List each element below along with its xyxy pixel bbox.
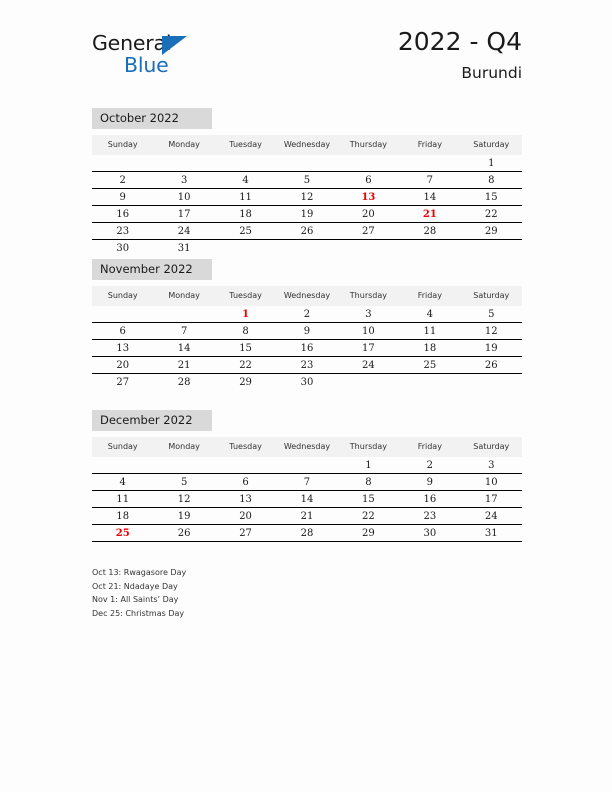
calendar-week-row xyxy=(92,525,522,542)
calendar-week-row xyxy=(92,155,522,172)
calendar-cell-empty xyxy=(215,457,276,474)
calendar-day-22: 22 xyxy=(215,357,276,374)
holiday-legend-item: Oct 13: Rwagasore Day xyxy=(92,568,187,577)
calendar-week-row xyxy=(92,189,522,206)
calendar-day-12: 12 xyxy=(153,491,214,508)
calendar-day-7: 7 xyxy=(399,172,460,189)
calendar-week-row xyxy=(92,457,522,474)
calendar-day-24: 24 xyxy=(153,223,214,240)
page-title: 2022 - Q4 xyxy=(397,27,522,56)
weekday-header-monday: Monday xyxy=(153,286,214,306)
calendar-week-row xyxy=(92,223,522,240)
calendar-day-23: 23 xyxy=(92,223,153,240)
calendar-week-row xyxy=(92,323,522,340)
calendar-day-31: 31 xyxy=(461,525,522,542)
calendar-day-21-holiday: 21 xyxy=(399,206,460,223)
calendar-day-26: 26 xyxy=(153,525,214,542)
calendar-day-29: 29 xyxy=(215,374,276,391)
calendar-day-23: 23 xyxy=(399,508,460,525)
calendar-day-9: 9 xyxy=(399,474,460,491)
calendar-day-12: 12 xyxy=(276,189,337,206)
weekday-header-saturday: Saturday xyxy=(461,135,522,155)
calendar-day-14: 14 xyxy=(153,340,214,357)
calendar-cell-empty xyxy=(399,374,460,391)
calendar-cell-empty xyxy=(153,457,214,474)
calendar-day-24: 24 xyxy=(338,357,399,374)
general-blue-logo xyxy=(92,33,272,83)
month-block-november xyxy=(92,258,522,390)
calendar-day-11: 11 xyxy=(92,491,153,508)
calendar-day-19: 19 xyxy=(153,508,214,525)
calendar-day-1-holiday: 1 xyxy=(242,308,250,320)
calendar-day-30: 30 xyxy=(276,374,337,391)
weekday-header-tuesday: Tuesday xyxy=(215,286,276,306)
calendar-week-row xyxy=(92,240,522,257)
weekday-header-sunday: Sunday xyxy=(92,437,153,457)
calendar-day-28: 28 xyxy=(399,223,460,240)
holiday-legend-item: Nov 1: All Saints’ Day xyxy=(92,595,179,605)
month-block-december xyxy=(92,409,522,542)
weekday-header-sunday: Sunday xyxy=(92,286,153,306)
calendar-day-22: 22 xyxy=(461,206,522,223)
calendar-cell-empty xyxy=(461,374,522,391)
weekday-header-row xyxy=(92,286,522,306)
calendar-day-5: 5 xyxy=(488,308,495,320)
calendar-cell-empty xyxy=(399,240,460,257)
calendar-cell-empty xyxy=(338,155,399,172)
calendar-day-30: 30 xyxy=(92,240,153,257)
calendar-day-19: 19 xyxy=(461,340,522,357)
calendar-day-8: 8 xyxy=(215,323,276,340)
calendar-day-16: 16 xyxy=(399,491,460,508)
calendar-week-row xyxy=(92,340,522,357)
calendar-day-27: 27 xyxy=(215,525,276,542)
calendar-day-29: 29 xyxy=(461,223,522,240)
calendar-day-8: 8 xyxy=(461,172,522,189)
calendar-day-25: 25 xyxy=(399,357,460,374)
calendar-day-25: 25 xyxy=(215,223,276,240)
calendar-day-21: 21 xyxy=(153,357,214,374)
calendar-cell-empty xyxy=(215,240,276,257)
calendar-table-october xyxy=(92,135,522,256)
calendar-week-row xyxy=(92,474,522,491)
calendar-cell-empty xyxy=(338,374,399,391)
calendar-cell-empty xyxy=(461,240,522,257)
month-label: November 2022 xyxy=(92,259,212,280)
calendar-day-27: 27 xyxy=(338,223,399,240)
calendar-body xyxy=(92,155,522,256)
calendar-body xyxy=(92,457,522,542)
holiday-legend-item: Dec 25: Christmas Day xyxy=(92,608,185,618)
calendar-day-14: 14 xyxy=(399,189,460,206)
weekday-header-sunday: Sunday xyxy=(92,135,153,155)
calendar-day-10: 10 xyxy=(338,323,399,340)
calendar-day-19: 19 xyxy=(276,206,337,223)
calendar-cell-empty xyxy=(153,155,214,172)
calendar-week-row xyxy=(92,172,522,189)
calendar-cell-empty xyxy=(276,457,337,474)
weekday-header-wednesday: Wednesday xyxy=(276,437,337,457)
month-block-october xyxy=(92,107,522,256)
weekday-header-row xyxy=(92,437,522,457)
calendar-week-row xyxy=(92,357,522,374)
calendar-day-30: 30 xyxy=(399,525,460,542)
calendar-day-15: 15 xyxy=(338,491,399,508)
calendar-day-22: 22 xyxy=(338,508,399,525)
calendar-day-8: 8 xyxy=(338,474,399,491)
weekday-header-thursday: Thursday xyxy=(338,135,399,155)
holiday-legend-item: Oct 21: Ndadaye Day xyxy=(92,581,178,591)
calendar-day-13: 13 xyxy=(92,340,153,357)
calendar-day-10: 10 xyxy=(461,474,522,491)
calendar-day-29: 29 xyxy=(338,525,399,542)
calendar-day-13: 13 xyxy=(215,491,276,508)
page-header xyxy=(0,0,612,100)
calendar-day-20: 20 xyxy=(92,357,153,374)
calendar-day-6: 6 xyxy=(338,172,399,189)
calendar-day-2: 2 xyxy=(426,459,433,471)
calendar-day-17: 17 xyxy=(461,491,522,508)
calendar-day-6: 6 xyxy=(92,323,153,340)
calendar-day-15: 15 xyxy=(461,189,522,206)
calendar-day-18: 18 xyxy=(92,508,153,525)
weekday-header-thursday: Thursday xyxy=(338,437,399,457)
holiday-legend xyxy=(92,566,392,620)
weekday-header-saturday: Saturday xyxy=(461,437,522,457)
calendar-day-5: 5 xyxy=(276,172,337,189)
weekday-header-friday: Friday xyxy=(399,437,460,457)
calendar-day-1: 1 xyxy=(488,157,495,169)
calendar-week-row xyxy=(92,374,522,391)
calendar-body xyxy=(92,306,522,390)
calendar-day-26: 26 xyxy=(461,357,522,374)
weekday-header-wednesday: Wednesday xyxy=(276,135,337,155)
calendar-day-16: 16 xyxy=(276,340,337,357)
calendar-day-1: 1 xyxy=(365,459,372,471)
calendar-cell-empty xyxy=(92,155,153,172)
calendar-cell-empty xyxy=(215,155,276,172)
calendar-day-18: 18 xyxy=(215,206,276,223)
calendar-day-7: 7 xyxy=(276,474,337,491)
month-label: October 2022 xyxy=(92,108,212,129)
calendar-day-20: 20 xyxy=(338,206,399,223)
calendar-week-row xyxy=(92,306,522,323)
month-label: December 2022 xyxy=(92,410,212,431)
calendar-day-4: 4 xyxy=(92,474,153,491)
calendar-cell-empty xyxy=(276,155,337,172)
calendar-day-18: 18 xyxy=(399,340,460,357)
calendar-day-3: 3 xyxy=(488,459,495,471)
calendar-day-4: 4 xyxy=(215,172,276,189)
page-subtitle: Burundi xyxy=(461,63,522,82)
title-block xyxy=(398,28,522,83)
calendar-day-2: 2 xyxy=(92,172,153,189)
calendar-day-9: 9 xyxy=(92,189,153,206)
calendar-day-23: 23 xyxy=(276,357,337,374)
calendar-day-15: 15 xyxy=(215,340,276,357)
calendar-day-10: 10 xyxy=(153,189,214,206)
calendar-day-31: 31 xyxy=(153,240,214,257)
calendar-table-december xyxy=(92,437,522,542)
calendar-day-9: 9 xyxy=(276,323,337,340)
calendar-day-17: 17 xyxy=(338,340,399,357)
calendar-cell-empty xyxy=(338,240,399,257)
calendar-week-row xyxy=(92,491,522,508)
weekday-header-tuesday: Tuesday xyxy=(215,437,276,457)
calendar-day-3: 3 xyxy=(365,308,372,320)
calendar-day-14: 14 xyxy=(276,491,337,508)
logo-text-blue: Blue xyxy=(124,53,169,77)
calendar-table-november xyxy=(92,286,522,390)
weekday-header-saturday: Saturday xyxy=(461,286,522,306)
calendar-day-6: 6 xyxy=(215,474,276,491)
calendar-cell-empty xyxy=(92,306,153,323)
calendar-day-4: 4 xyxy=(426,308,433,320)
calendar-cell-empty xyxy=(276,240,337,257)
calendar-day-7: 7 xyxy=(153,323,214,340)
calendar-day-21: 21 xyxy=(276,508,337,525)
calendar-cell-empty xyxy=(399,155,460,172)
weekday-header-row xyxy=(92,135,522,155)
calendar-day-26: 26 xyxy=(276,223,337,240)
calendar-day-28: 28 xyxy=(276,525,337,542)
calendar-day-11: 11 xyxy=(399,323,460,340)
calendar-cell-empty xyxy=(153,306,214,323)
calendar-cell-empty xyxy=(92,457,153,474)
calendar-day-24: 24 xyxy=(461,508,522,525)
calendar-day-20: 20 xyxy=(215,508,276,525)
calendar-day-25-holiday: 25 xyxy=(92,525,153,542)
calendar-day-13-holiday: 13 xyxy=(338,189,399,206)
calendar-day-11: 11 xyxy=(215,189,276,206)
calendar-week-row xyxy=(92,508,522,525)
weekday-header-friday: Friday xyxy=(399,135,460,155)
weekday-header-monday: Monday xyxy=(153,135,214,155)
calendar-day-2: 2 xyxy=(303,308,311,320)
logo-text-general: General xyxy=(92,31,172,55)
calendar-day-3: 3 xyxy=(153,172,214,189)
weekday-header-wednesday: Wednesday xyxy=(276,286,337,306)
weekday-header-tuesday: Tuesday xyxy=(215,135,276,155)
weekday-header-monday: Monday xyxy=(153,437,214,457)
calendar-day-16: 16 xyxy=(92,206,153,223)
calendar-day-17: 17 xyxy=(153,206,214,223)
calendar-day-27: 27 xyxy=(92,374,153,391)
calendar-day-12: 12 xyxy=(461,323,522,340)
calendar-week-row xyxy=(92,206,522,223)
calendar-day-28: 28 xyxy=(153,374,214,391)
weekday-header-friday: Friday xyxy=(399,286,460,306)
calendar-day-5: 5 xyxy=(153,474,214,491)
weekday-header-thursday: Thursday xyxy=(338,286,399,306)
